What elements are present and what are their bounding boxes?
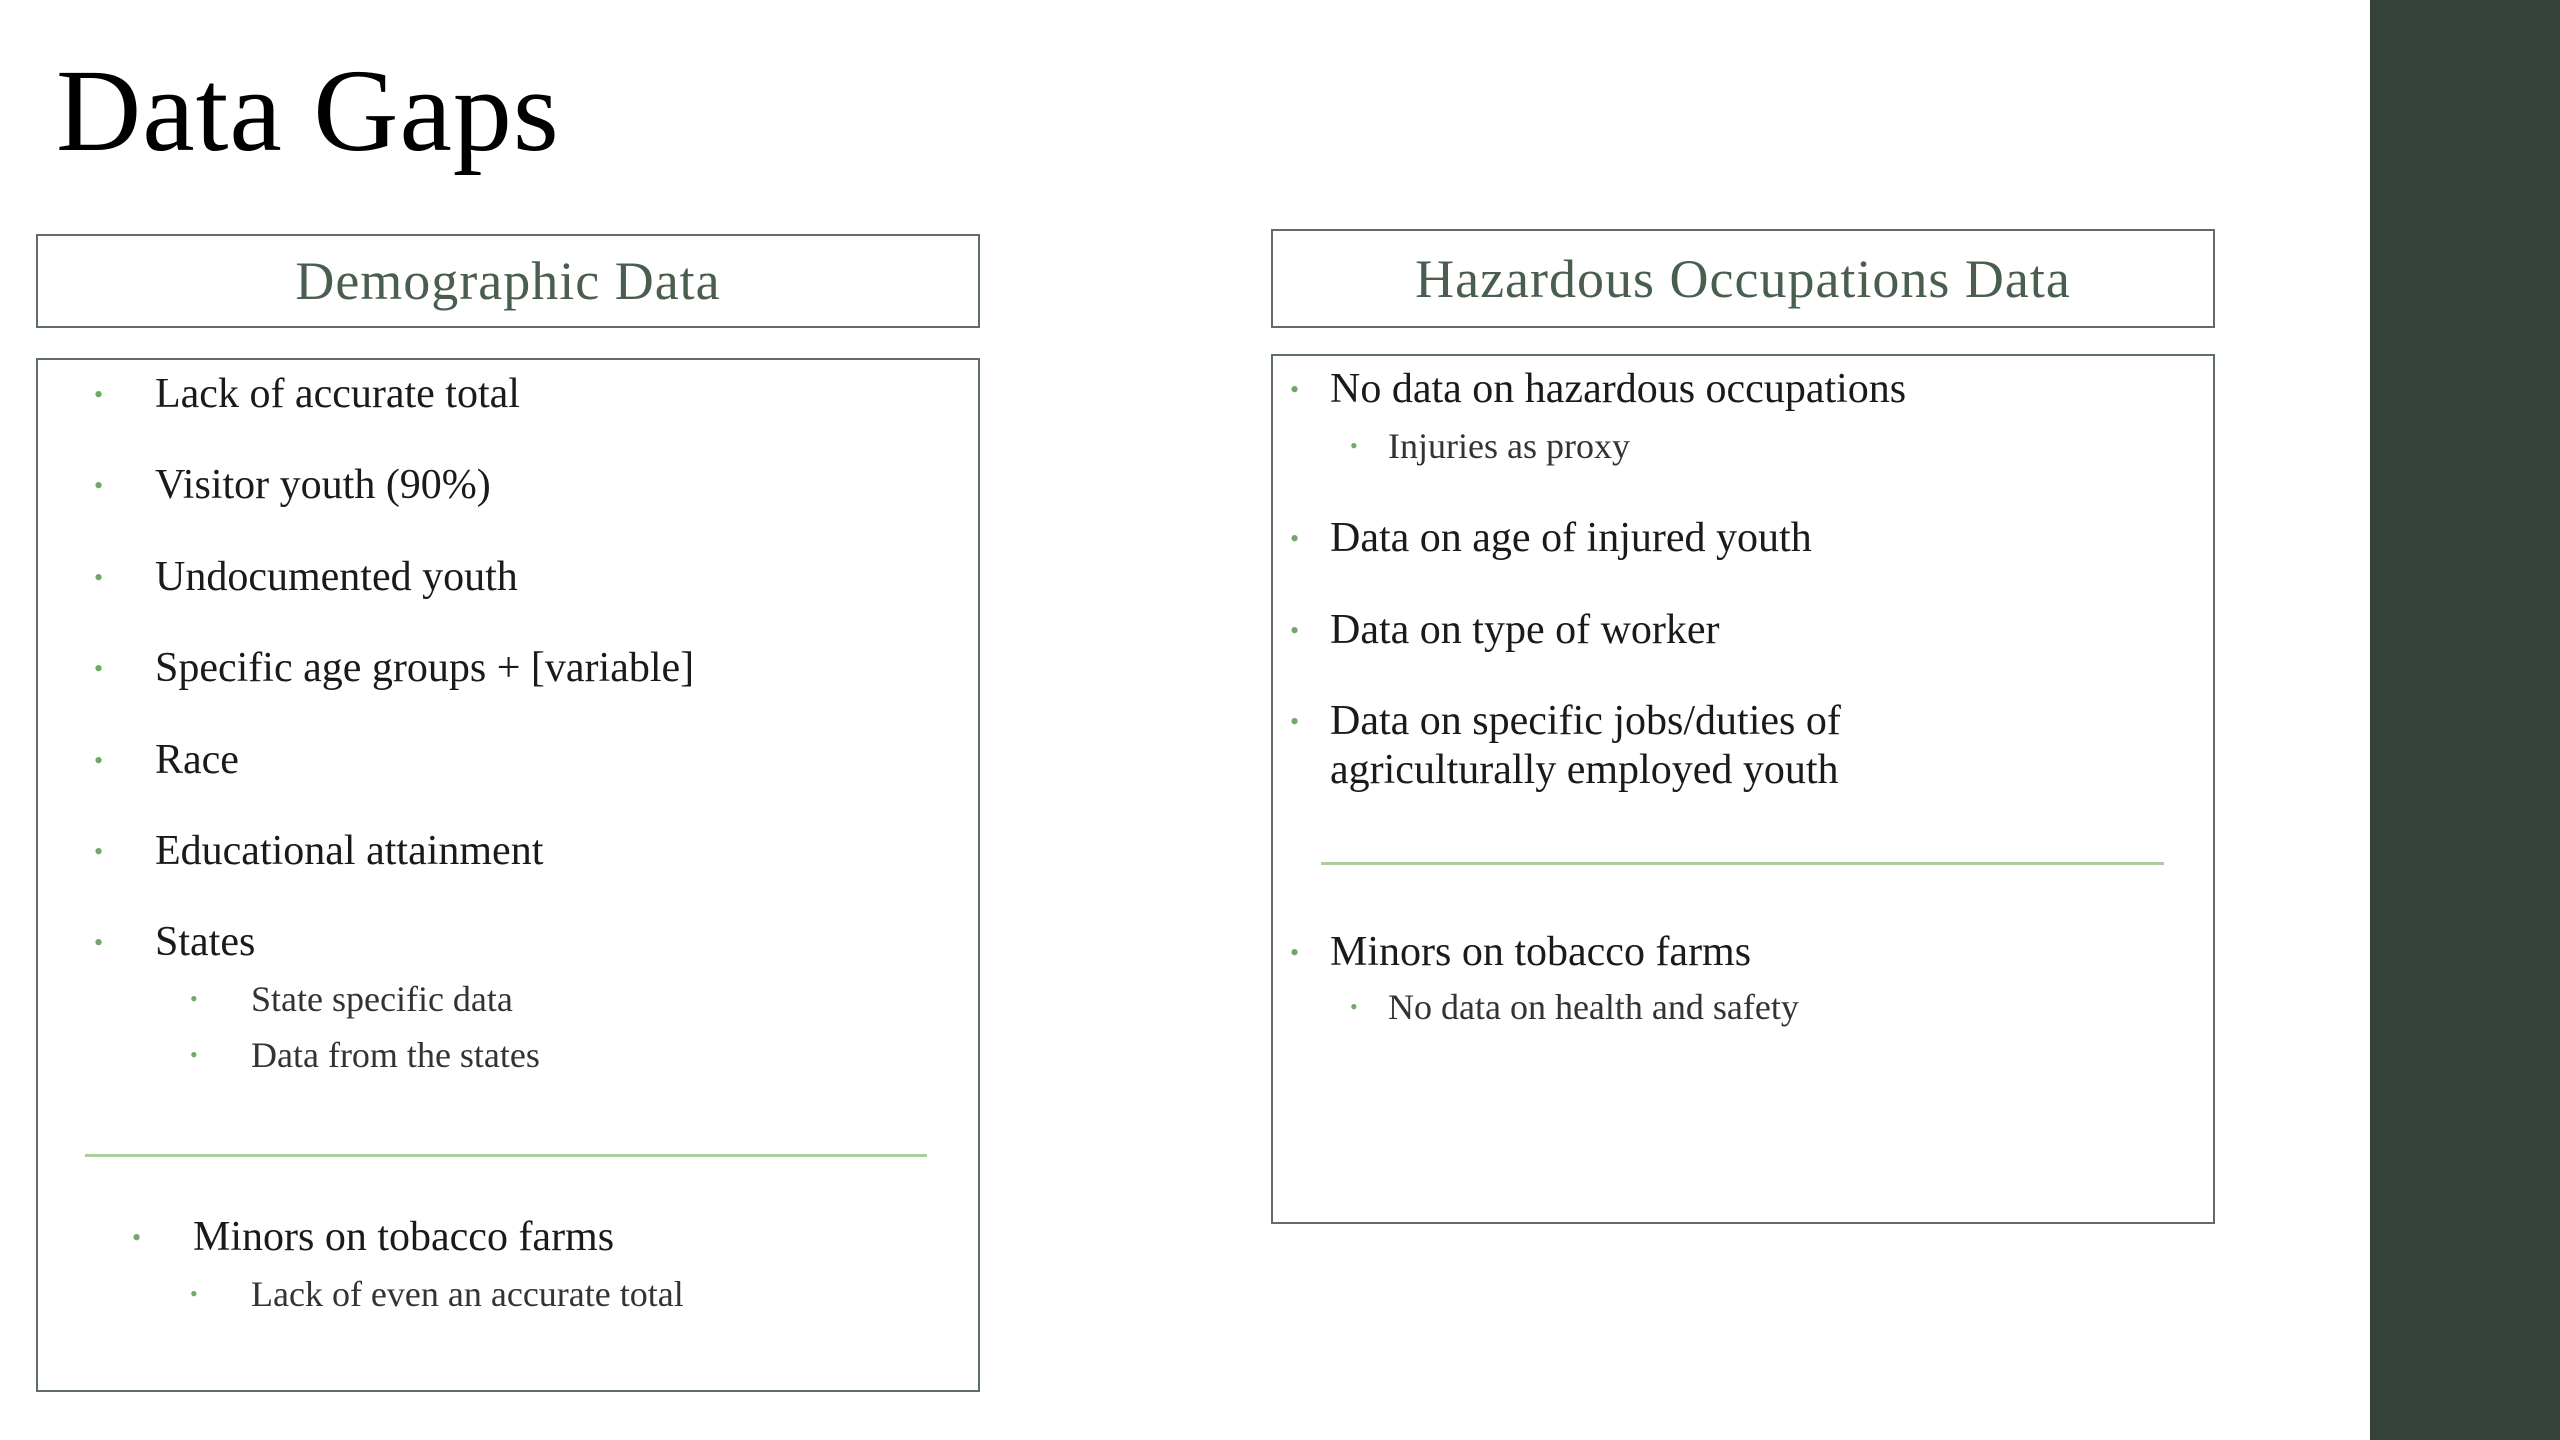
side-band bbox=[2370, 0, 2560, 1440]
list-item: Race bbox=[155, 737, 239, 783]
hazardous-header bbox=[1271, 229, 2215, 328]
hazardous-divider bbox=[1321, 862, 2164, 865]
tobacco-item: Minors on tobacco farms bbox=[1330, 929, 1752, 975]
bullet-icon: • bbox=[1290, 375, 1300, 404]
list-item: Undocumented youth bbox=[155, 554, 518, 600]
slide-title: Data Gaps bbox=[56, 45, 560, 176]
list-item: Visitor youth (90%) bbox=[155, 462, 491, 508]
list-item-continuation: agriculturally employed youth bbox=[1330, 747, 1839, 793]
list-item: Data on specific jobs/duties of bbox=[1330, 698, 1841, 744]
sub-bullet-icon: • bbox=[190, 986, 198, 1011]
list-item: Data on age of injured youth bbox=[1330, 515, 1812, 561]
list-item: States bbox=[155, 919, 256, 965]
demographic-header-label: Demographic Data bbox=[295, 251, 721, 311]
sub-bullet-icon: • bbox=[1350, 994, 1358, 1019]
bullet-icon: • bbox=[94, 654, 104, 683]
list-item: Educational attainment bbox=[155, 828, 544, 874]
hazardous-header-label: Hazardous Occupations Data bbox=[1415, 248, 2071, 309]
bullet-icon: • bbox=[94, 471, 104, 500]
bullet-icon: • bbox=[94, 837, 104, 866]
bullet-icon: • bbox=[94, 928, 104, 957]
sub-bullet-icon: • bbox=[190, 1281, 198, 1306]
bullet-icon: • bbox=[94, 563, 104, 592]
list-item: Data on type of worker bbox=[1330, 607, 1720, 653]
sub-bullet-icon: • bbox=[1350, 433, 1358, 458]
list-item: Specific age groups + [variable] bbox=[155, 645, 695, 691]
bullet-icon: • bbox=[132, 1223, 142, 1252]
sub-list-item: State specific data bbox=[251, 979, 513, 1019]
bullet-icon: • bbox=[1290, 707, 1300, 736]
sub-list-item: Injuries as proxy bbox=[1388, 426, 1630, 466]
bullet-icon: • bbox=[94, 746, 104, 775]
list-item: Lack of accurate total bbox=[155, 371, 520, 417]
bullet-icon: • bbox=[1290, 938, 1300, 967]
bullet-icon: • bbox=[1290, 616, 1300, 645]
demographic-divider bbox=[85, 1154, 927, 1157]
sub-bullet-icon: • bbox=[190, 1042, 198, 1067]
demographic-header bbox=[36, 234, 980, 328]
bullet-icon: • bbox=[1290, 524, 1300, 553]
tobacco-sub-item: Lack of even an accurate total bbox=[251, 1274, 684, 1314]
tobacco-item: Minors on tobacco farms bbox=[193, 1214, 615, 1260]
tobacco-sub-item: No data on health and safety bbox=[1388, 987, 1799, 1027]
bullet-icon: • bbox=[94, 380, 104, 409]
sub-list-item: Data from the states bbox=[251, 1035, 540, 1075]
list-item: No data on hazardous occupations bbox=[1330, 366, 1907, 412]
